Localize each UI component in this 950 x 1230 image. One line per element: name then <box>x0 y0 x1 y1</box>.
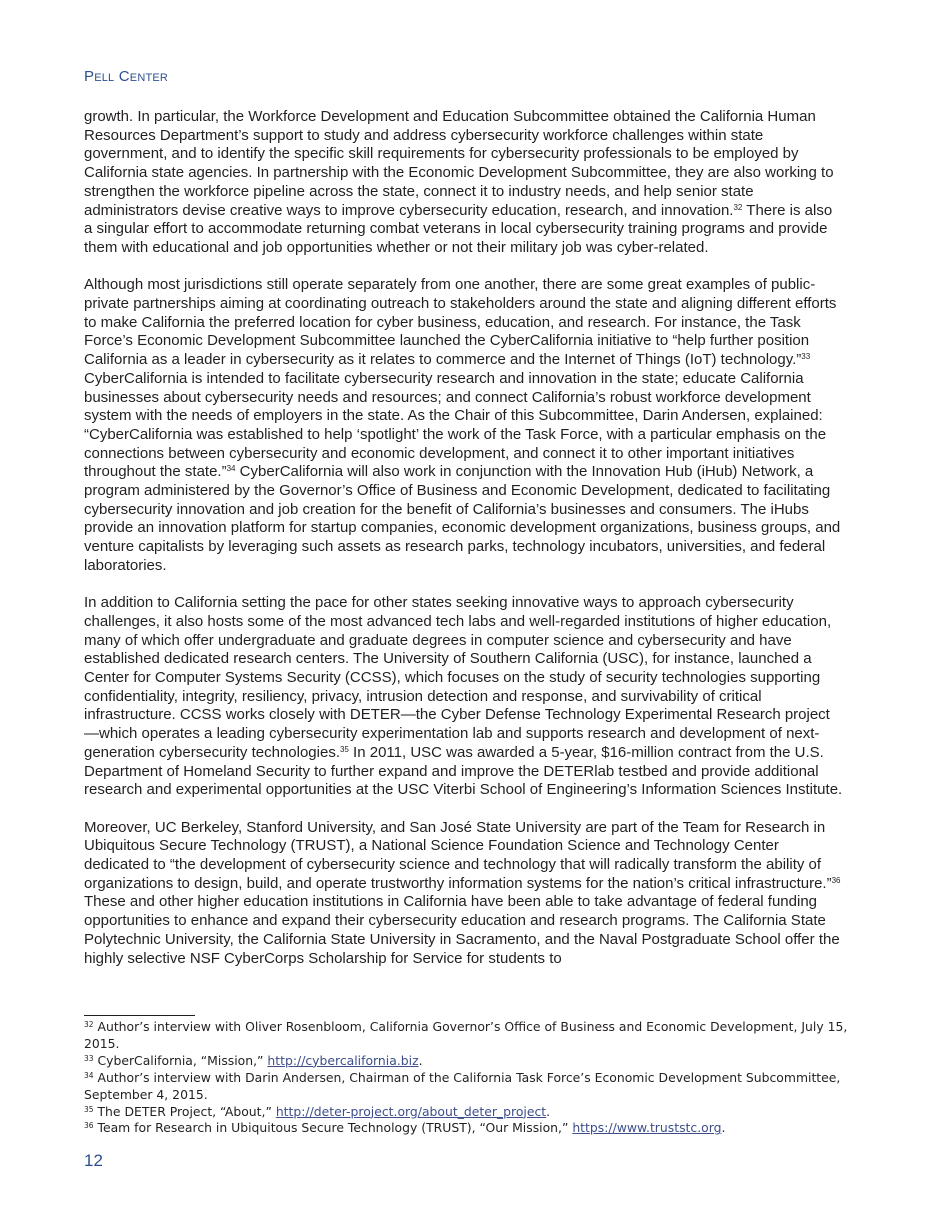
footnote-link[interactable]: http://cybercalifornia.biz <box>267 1052 419 1068</box>
footnote-text: CyberCalifornia, “Mission,” <box>93 1052 268 1068</box>
footnote-ref-35[interactable]: 35 <box>339 744 349 754</box>
text-run: CyberCalifornia is intended to facilitate cybersecurity research and innovation in the state; educate California businesses about cybersecurity needs and resources; and connect California’s robust workforce development system with the needs of employers in the state. As the Chair of this Subcommittee, Darin Andersen, explained: “CyberCalifornia was established to help ‘spotlight’ the work of the Task Force, with a particular emphasis on the connections between cybersecurity and economic development, and connect it to other important initiatives throughout the state.” <box>84 369 827 481</box>
footnote-32 <box>84 1019 854 1053</box>
footnote-divider <box>84 1015 195 1016</box>
footnote-number: 34 <box>84 1070 94 1080</box>
paragraph-2 <box>84 276 844 575</box>
footnote-number: 36 <box>84 1121 94 1131</box>
footnote-36 <box>84 1120 854 1137</box>
footnote-text: Author’s interview with Darin Andersen, Chairman of the California Task Force’s Economic Development Subcommittee, September 4, 2015. <box>84 1069 841 1102</box>
footnote-link[interactable]: http://deter-project.org/about_deter_project <box>275 1103 547 1119</box>
text-run: There is also a singular effort to accommodate returning combat veterans in local cybersecurity training programs and provide them with educational and job opportunities whether or not their military job was cyber-related. <box>84 201 833 256</box>
footnote-33 <box>84 1053 854 1070</box>
footnotes <box>84 1019 854 1137</box>
text-run: growth. In particular, the Workforce Development and Education Subcommittee obtained the California Human Resources Department’s support to study and address cybersecurity workforce challenges within state government, and to identify the specific skill requirements for cybersecurity professionals to be employed by California state agencies. In partnership with the Economic Development Subcommittee, they are also working to strengthen the workforce pipeline across the state, connect it to industry needs, and help senior state administrators devise creative ways to improve cybersecurity education, research, and innovation. <box>84 108 834 219</box>
footnote-number: 32 <box>84 1020 94 1029</box>
footnote-number: 33 <box>84 1053 94 1063</box>
text-run: Although most jurisdictions still operate separately from one another, there are some great examples of public-private partnerships aiming at coordinating outreach to stakeholders around the state and aligning different efforts to make California the preferred location for cyber business, education, and research. For instance, the Task Force’s Economic Development Subcommittee launched the CyberCalifornia initiative to “help further position California as a leader in cybersecurity as it relates to commerce and the Internet of Things (IoT) technology.” <box>84 276 837 369</box>
text-run: Moreover, UC Berkeley, Stanford University, and San José State University are part of the Team for Research in Ubiquitous Secure Technology (TRUST), a National Science Foundation Science and Technology Center dedicated to “the development of cybersecurity science and technology that will radically transform the ability of organizations to design, build, and operate trustworthy information systems for the nation’s critical infrastructure.” <box>84 818 832 892</box>
text-run: CyberCalifornia will also work in conjunction with the Innovation Hub (iHub) Network, a program administered by the Governor’s Office of Business and Economic Development, dedicated to facilitating cybersecurity innovation and job creation for the benefit of California’s businesses and consumers. The iHubs provide an innovation platform for startup companies, economic development organizations, business groups, and venture capitalists by leveraging such assets as research parks, technology incubators, universities, and federal laboratories. <box>84 463 841 574</box>
page-number: 12 <box>84 1151 103 1170</box>
footnote-text: Team for Research in Ubiquitous Secure Technology (TRUST), “Our Mission,” <box>93 1120 573 1136</box>
footnote-ref-32[interactable]: 32 <box>733 202 743 212</box>
running-header: Pell Center <box>84 68 169 85</box>
text-run: In 2011, USC was awarded a 5-year, $16-million contract from the U.S. Department of Homeland Security to further expand and improve the DETERlab testbed and provide additional research and experimental opportunities at the USC Viterbi School of Engineering’s Information Sciences Institute. <box>84 743 843 799</box>
text-run: In addition to California setting the pace for other states seeking innovative ways to approach cybersecurity challenges, it also hosts some of the most advanced tech labs and well-regarded institutions of higher education, many of which offer undergraduate and graduate degrees in computer science and cybersecurity and have established dedicated research centers. The University of Southern California (USC), for instance, launched a Center for Computer Systems Security (CCSS), which focuses on the study of security technologies supporting confidentiality, integrity, resiliency, privacy, intrusion detection and response, and survivability of critical infrastructure. CCSS works closely with DETER—the Cyber Defense Technology Experimental Research project—which operates a leading cybersecurity experimentation lab and supports research and development of next-generation cybersecurity technologies. <box>84 594 832 761</box>
footnote-text: The DETER Project, “About,” <box>93 1103 276 1119</box>
footnote-ref-33[interactable]: 33 <box>801 352 811 362</box>
paragraph-3 <box>84 594 844 800</box>
footnote-ref-34[interactable]: 34 <box>226 464 236 474</box>
paragraph-1 <box>84 108 844 258</box>
footnote-text: Author’s interview with Oliver Rosenbloom, California Governor’s Office of Business and Economic Development, July 15, 2015. <box>84 1019 848 1051</box>
footnote-ref-36[interactable]: 36 <box>831 875 841 885</box>
text-run: These and other higher education institutions in California have been able to take advantage of federal funding opportunities to enhance and expand their cybersecurity education and research programs. The California State Polytechnic University, the California State University in Sacramento, and the Naval Postgraduate School offer the highly selective NSF CyberCorps Scholarship for Service for students to <box>84 893 840 967</box>
footnote-text: . <box>418 1052 423 1068</box>
footnote-text: . <box>721 1120 726 1136</box>
paragraph-4 <box>84 819 844 969</box>
footnote-number: 35 <box>84 1104 94 1114</box>
footnote-35 <box>84 1104 854 1121</box>
footnote-link[interactable]: https://www.truststc.org <box>572 1120 722 1136</box>
footnote-34 <box>84 1070 854 1104</box>
body-text <box>84 108 844 987</box>
footnote-text: . <box>546 1103 551 1119</box>
